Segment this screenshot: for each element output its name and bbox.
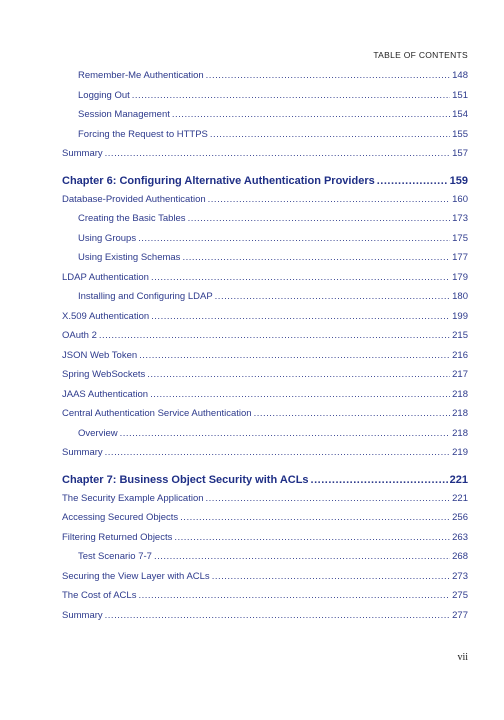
dot-leader xyxy=(147,369,450,380)
toc-entry-jaas-authentication[interactable] xyxy=(62,389,468,409)
toc-entry-title: Using Existing Schemas xyxy=(78,252,181,263)
toc-entry-page: 179 xyxy=(452,271,468,283)
toc-entry-title: Remember-Me Authentication xyxy=(78,70,204,81)
dot-leader xyxy=(154,551,450,562)
toc-entry-basic-tables[interactable] xyxy=(62,213,468,233)
toc-chapter-7[interactable] xyxy=(62,467,468,493)
toc-entry-security-example-app[interactable] xyxy=(62,493,468,513)
toc-entry-page: 221 xyxy=(452,492,468,504)
toc-entry-cas-authentication[interactable] xyxy=(62,408,468,428)
toc-entry-title: Overview xyxy=(78,427,118,439)
toc-entry-title: JAAS Authentication xyxy=(62,388,149,400)
toc-chapter-page: 159 xyxy=(449,174,468,187)
dot-leader xyxy=(254,408,451,419)
dot-leader xyxy=(311,474,448,486)
toc-entry-page: 218 xyxy=(452,408,468,419)
running-header: TABLE OF CONTENTS xyxy=(373,50,468,60)
toc-chapter-6[interactable] xyxy=(62,168,468,194)
dot-leader xyxy=(105,148,450,159)
toc-entry-spring-websockets[interactable] xyxy=(62,369,468,389)
toc-entry-securing-view-layer[interactable] xyxy=(62,571,468,591)
dot-leader xyxy=(105,610,450,621)
dot-leader xyxy=(151,272,450,283)
toc-entry-using-groups[interactable] xyxy=(62,233,468,253)
dot-leader xyxy=(212,571,450,582)
page-number: vii xyxy=(457,652,468,663)
toc-entry-title: Spring WebSockets xyxy=(62,369,146,380)
toc-entry-title: The Security Example Application xyxy=(62,492,204,504)
toc-entry-page: 151 xyxy=(452,89,468,101)
toc-entry-title: Test Scenario 7-7 xyxy=(78,551,152,562)
dot-leader xyxy=(132,90,450,101)
toc-entry-ldap-authentication[interactable] xyxy=(62,272,468,292)
toc-entry-remember-me-authentication[interactable] xyxy=(62,70,468,90)
toc-entry-session-management[interactable] xyxy=(62,109,468,129)
toc-entry-cost-of-acls[interactable] xyxy=(62,590,468,610)
toc-chapter-page: 221 xyxy=(449,473,468,486)
toc-entry-title: Securing the View Layer with ACLs xyxy=(62,570,210,582)
dot-leader xyxy=(182,252,450,263)
dot-leader xyxy=(120,428,451,439)
toc-entry-page: 177 xyxy=(452,252,468,263)
toc-entry-x509-authentication[interactable] xyxy=(62,311,468,331)
toc-entry-title: The Cost of ACLs xyxy=(62,590,137,601)
dot-leader xyxy=(208,194,450,205)
dot-leader xyxy=(105,447,450,458)
toc-entry-forcing-https[interactable] xyxy=(62,129,468,149)
dot-leader xyxy=(139,350,450,361)
toc-entry-page: 256 xyxy=(452,512,468,523)
dot-leader xyxy=(99,330,450,341)
toc-entry-summary-ch5[interactable] xyxy=(62,148,468,168)
toc-entry-page: 277 xyxy=(452,609,468,621)
toc-entry-title: Using Groups xyxy=(78,232,137,244)
dot-leader xyxy=(188,213,451,224)
toc-entry-title: Creating the Basic Tables xyxy=(78,213,186,224)
toc-entry-title: Central Authentication Service Authentication xyxy=(62,408,252,419)
dot-leader xyxy=(215,291,450,302)
dot-leader xyxy=(210,129,450,140)
toc-entry-filtering-returned-objects[interactable] xyxy=(62,532,468,552)
toc-entry-title: Summary xyxy=(62,609,103,621)
toc-entry-page: 275 xyxy=(452,590,468,601)
toc-entry-title: Session Management xyxy=(78,109,170,120)
toc-entry-page: 216 xyxy=(452,349,468,361)
toc-entry-page: 215 xyxy=(452,330,468,341)
toc-entry-title: OAuth 2 xyxy=(62,330,97,341)
toc-entry-title: Logging Out xyxy=(78,89,130,101)
toc-entry-summary-ch6[interactable] xyxy=(62,447,468,467)
toc-entry-title: JSON Web Token xyxy=(62,349,138,361)
toc-entry-test-scenario-7-7[interactable] xyxy=(62,551,468,571)
toc-entry-summary-ch7[interactable] xyxy=(62,610,468,630)
toc-entry-title: Installing and Configuring LDAP xyxy=(78,291,213,302)
toc-entry-page: 268 xyxy=(452,551,468,562)
toc-entry-existing-schemas[interactable] xyxy=(62,252,468,272)
toc-entry-page: 154 xyxy=(452,109,468,120)
dot-leader xyxy=(206,70,450,81)
dot-leader xyxy=(138,233,450,244)
toc-entry-page: 199 xyxy=(452,310,468,322)
toc-entry-title: X.509 Authentication xyxy=(62,310,150,322)
toc-entry-json-web-token[interactable] xyxy=(62,350,468,370)
toc-entry-page: 175 xyxy=(452,232,468,244)
toc-entry-database-authentication[interactable] xyxy=(62,194,468,214)
toc-entry-page: 218 xyxy=(452,427,468,439)
toc-entry-logging-out[interactable] xyxy=(62,90,468,110)
toc-entry-title: Accessing Secured Objects xyxy=(62,512,179,523)
toc-entry-page: 160 xyxy=(452,193,468,205)
dot-leader xyxy=(206,493,451,504)
toc-chapter-title: Chapter 7: Business Object Security with ACLs xyxy=(62,473,309,486)
toc-entry-configuring-ldap[interactable] xyxy=(62,291,468,311)
toc-entry-title: Forcing the Request to HTTPS xyxy=(78,128,208,140)
dot-leader xyxy=(180,512,450,523)
toc-entry-page: 217 xyxy=(452,369,468,380)
toc-entry-page: 157 xyxy=(452,148,468,159)
dot-leader xyxy=(151,311,450,322)
toc-entry-page: 148 xyxy=(452,70,468,81)
toc-entry-page: 273 xyxy=(452,570,468,582)
dot-leader xyxy=(150,389,450,400)
dot-leader xyxy=(174,532,450,543)
toc-entry-accessing-secured-objects[interactable] xyxy=(62,512,468,532)
toc-entry-title: Database-Provided Authentication xyxy=(62,193,206,205)
toc-entry-overview[interactable] xyxy=(62,428,468,448)
toc-chapter-title: Chapter 6: Configuring Alternative Authentication Providers xyxy=(62,174,375,187)
toc-entry-title: Filtering Returned Objects xyxy=(62,531,173,543)
toc-entry-page: 173 xyxy=(452,213,468,224)
toc-entry-page: 180 xyxy=(452,291,468,302)
toc-list xyxy=(62,70,468,629)
toc-entry-page: 263 xyxy=(452,531,468,543)
toc-entry-title: Summary xyxy=(62,148,103,159)
dot-leader xyxy=(377,175,448,187)
dot-leader xyxy=(172,109,450,120)
toc-entry-page: 219 xyxy=(452,447,468,458)
dot-leader xyxy=(138,590,450,601)
toc-entry-title: Summary xyxy=(62,447,103,458)
toc-entry-title: LDAP Authentication xyxy=(62,271,149,283)
toc-entry-page: 155 xyxy=(452,128,468,140)
toc-entry-page: 218 xyxy=(452,388,468,400)
toc-entry-oauth2[interactable] xyxy=(62,330,468,350)
